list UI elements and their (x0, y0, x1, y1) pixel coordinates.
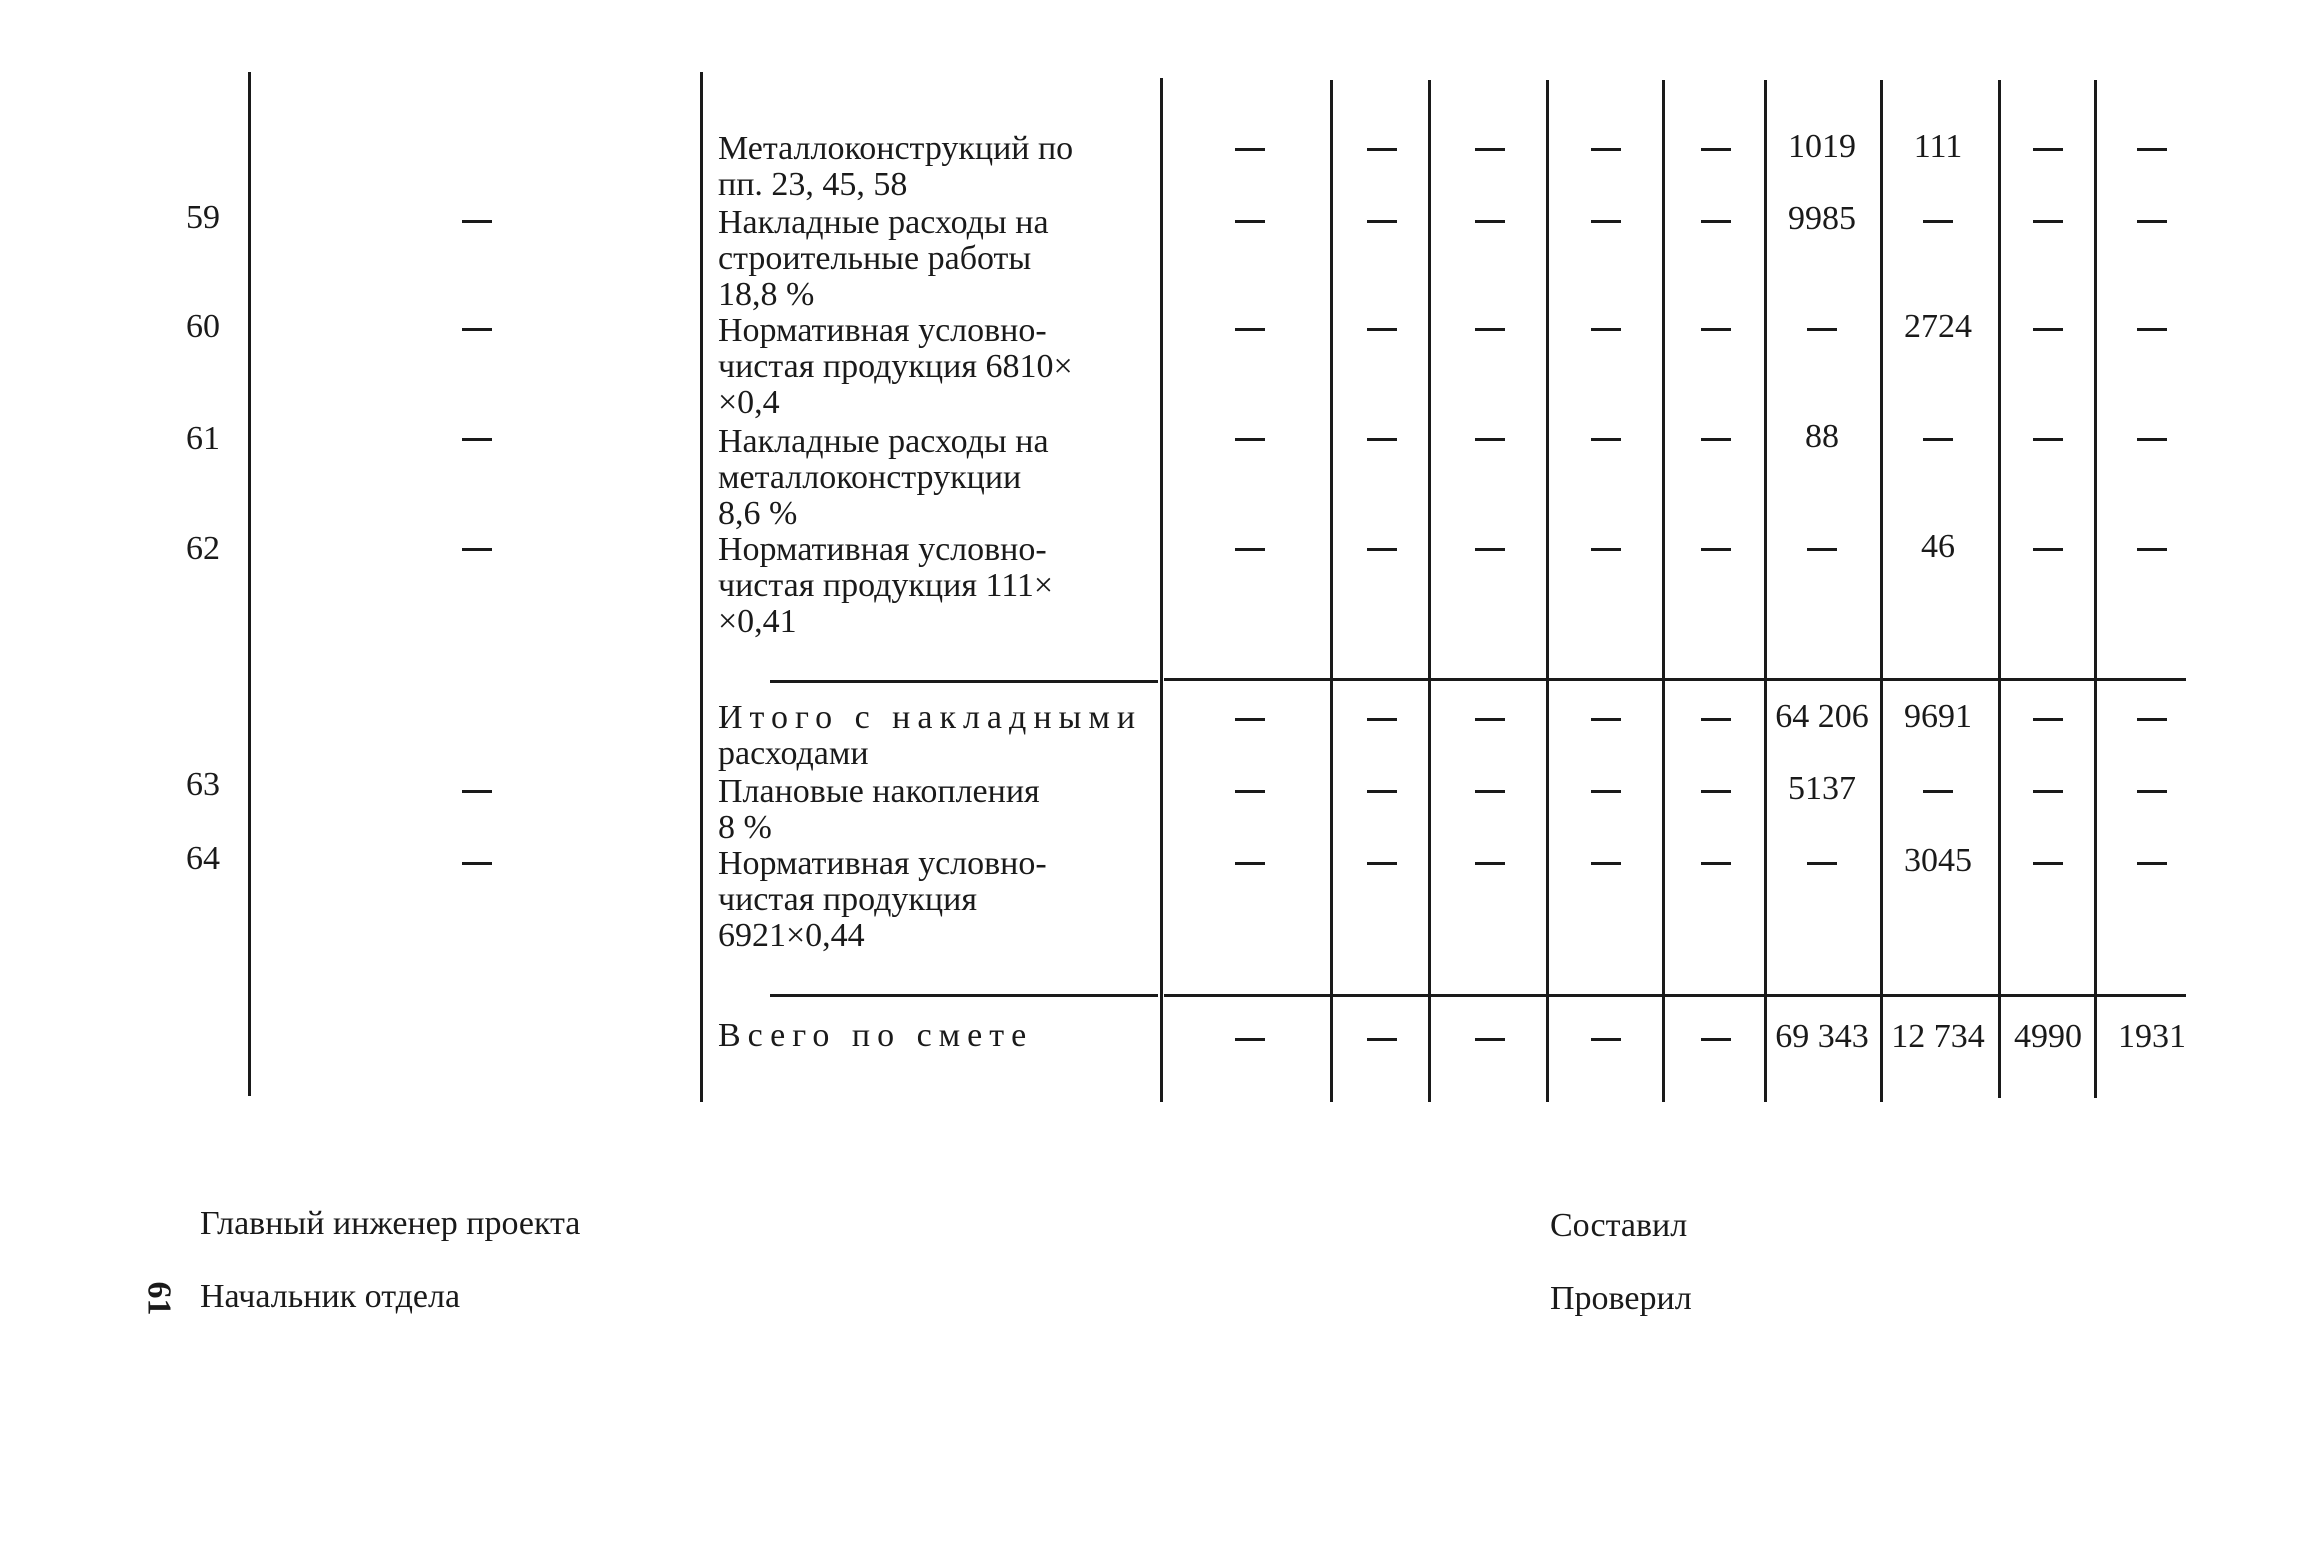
desc-line: 18,8 % (718, 276, 815, 313)
total-rule-values (1164, 994, 2186, 997)
empty-cell-dash (1475, 438, 1505, 441)
empty-cell-dash (1923, 438, 1953, 441)
empty-cell-dash (1367, 718, 1397, 721)
empty-cell-dash (1701, 148, 1731, 151)
empty-cell-dash (2033, 328, 2063, 331)
empty-cell-dash (1701, 862, 1731, 865)
empty-cell-dash (2033, 548, 2063, 551)
empty-cell-dash (1701, 220, 1731, 223)
empty-cell-dash (1235, 1038, 1265, 1041)
empty-cell-dash (2033, 862, 2063, 865)
column-rule-7 (1662, 80, 1665, 1102)
empty-cell-dash (1475, 220, 1505, 223)
column-rule-6 (1546, 80, 1549, 1102)
code-dash (462, 220, 492, 223)
column-rule-3 (1160, 78, 1163, 1102)
empty-cell-dash (1591, 220, 1621, 223)
row-number: 62 (186, 530, 220, 567)
empty-cell-dash (1591, 548, 1621, 551)
row-description (718, 424, 1148, 532)
row-number: 61 (186, 420, 220, 457)
empty-cell-dash (1367, 148, 1397, 151)
empty-cell-dash (1235, 862, 1265, 865)
empty-cell-dash (1235, 328, 1265, 331)
desc-line: 6921×0,44 (718, 917, 865, 954)
empty-cell-dash (2137, 220, 2167, 223)
desc-line: чистая продукция 6810× (718, 348, 1073, 385)
empty-cell-dash (1591, 862, 1621, 865)
row-number: 63 (186, 766, 220, 803)
empty-cell-dash (1701, 438, 1731, 441)
column-rule-4 (1330, 80, 1333, 1102)
row-description (718, 532, 1148, 640)
row-description (718, 313, 1148, 421)
empty-cell-dash (1807, 328, 1837, 331)
desc-line: металлоконструкции (718, 459, 1022, 496)
column-rule-10 (1998, 80, 2001, 1098)
value-cell: 9985 (1788, 200, 1856, 237)
value-cell: 1019 (1788, 128, 1856, 165)
empty-cell-dash (1235, 148, 1265, 151)
empty-cell-dash (1923, 790, 1953, 793)
value-cell: 46 (1921, 528, 1955, 565)
column-rule-2 (700, 72, 703, 1102)
value-cell: 1931 (2118, 1018, 2186, 1055)
row-number: 60 (186, 308, 220, 345)
empty-cell-dash (1807, 862, 1837, 865)
empty-cell-dash (1591, 790, 1621, 793)
empty-cell-dash (1475, 1038, 1505, 1041)
value-cell: 69 343 (1775, 1018, 1869, 1055)
empty-cell-dash (1701, 328, 1731, 331)
value-cell: 64 206 (1775, 698, 1869, 735)
empty-cell-dash (1591, 718, 1621, 721)
empty-cell-dash (1475, 862, 1505, 865)
empty-cell-dash (2033, 220, 2063, 223)
empty-cell-dash (2137, 790, 2167, 793)
empty-cell-dash (2137, 718, 2167, 721)
empty-cell-dash (1807, 548, 1837, 551)
row-description (718, 205, 1148, 313)
empty-cell-dash (2137, 148, 2167, 151)
desc-line: Нормативная условно- (718, 845, 1047, 882)
subtotal-rule-values (1164, 678, 2186, 681)
desc-line: 8 % (718, 809, 772, 846)
code-dash (462, 548, 492, 551)
empty-cell-dash (2137, 438, 2167, 441)
desc-line: строительные работы (718, 240, 1032, 277)
value-cell: 9691 (1904, 698, 1972, 735)
column-rule-1 (248, 72, 251, 1096)
row-description (718, 774, 1148, 846)
empty-cell-dash (1475, 148, 1505, 151)
desc-line: Накладные расходы на (718, 423, 1049, 460)
empty-cell-dash (2137, 548, 2167, 551)
row-description (718, 131, 1148, 203)
empty-cell-dash (1367, 438, 1397, 441)
row-number: 64 (186, 840, 220, 877)
empty-cell-dash (1701, 790, 1731, 793)
empty-cell-dash (1367, 548, 1397, 551)
value-cell: 5137 (1788, 770, 1856, 807)
empty-cell-dash (2033, 718, 2063, 721)
row-description (718, 1018, 1148, 1054)
desc-line: Нормативная условно- (718, 312, 1047, 349)
empty-cell-dash (1367, 862, 1397, 865)
empty-cell-dash (2137, 862, 2167, 865)
empty-cell-dash (1923, 220, 1953, 223)
desc-line: Нормативная условно- (718, 531, 1047, 568)
empty-cell-dash (1235, 438, 1265, 441)
code-dash (462, 328, 492, 331)
value-cell: 3045 (1904, 842, 1972, 879)
empty-cell-dash (1475, 790, 1505, 793)
value-cell: 2724 (1904, 308, 1972, 345)
empty-cell-dash (1591, 328, 1621, 331)
row-description (718, 846, 1148, 954)
empty-cell-dash (2033, 790, 2063, 793)
total-rule-desc (770, 994, 1158, 997)
code-dash (462, 862, 492, 865)
row-description (718, 700, 1148, 772)
empty-cell-dash (2033, 438, 2063, 441)
desc-line: 8,6 % (718, 495, 798, 532)
row-number: 59 (186, 199, 220, 236)
subtotal-rule-desc (770, 680, 1158, 683)
empty-cell-dash (1475, 718, 1505, 721)
empty-cell-dash (1475, 328, 1505, 331)
desc-line: пп. 23, 45, 58 (718, 166, 908, 203)
department-head-label: Начальник отдела (200, 1278, 461, 1315)
desc-line: ×0,4 (718, 384, 780, 421)
desc-line: чистая продукция 111× (718, 567, 1054, 604)
empty-cell-dash (1591, 1038, 1621, 1041)
empty-cell-dash (1235, 790, 1265, 793)
empty-cell-dash (1701, 1038, 1731, 1041)
empty-cell-dash (2033, 148, 2063, 151)
desc-line: ×0,41 (718, 603, 797, 640)
empty-cell-dash (2137, 328, 2167, 331)
empty-cell-dash (1591, 148, 1621, 151)
chief-engineer-label: Главный инженер проекта (200, 1205, 581, 1242)
desc-line: Металлоконструкций по (718, 130, 1074, 167)
column-rule-5 (1428, 80, 1431, 1102)
value-cell: 111 (1913, 128, 1963, 165)
code-dash (462, 438, 492, 441)
subtotal-label: Итого с накладными (718, 699, 1143, 736)
desc-line: расходами (718, 735, 869, 772)
value-cell: 12 734 (1891, 1018, 1985, 1055)
checked-by-label: Проверил (1550, 1280, 1692, 1317)
code-dash (462, 790, 492, 793)
desc-line (718, 700, 1148, 736)
empty-cell-dash (1235, 220, 1265, 223)
empty-cell-dash (1367, 220, 1397, 223)
empty-cell-dash (1475, 548, 1505, 551)
column-rule-11 (2094, 80, 2097, 1098)
empty-cell-dash (1235, 718, 1265, 721)
empty-cell-dash (1591, 438, 1621, 441)
total-label: Всего по смете (718, 1017, 1034, 1054)
empty-cell-dash (1235, 548, 1265, 551)
empty-cell-dash (1367, 1038, 1397, 1041)
empty-cell-dash (1701, 718, 1731, 721)
empty-cell-dash (1367, 328, 1397, 331)
compiled-by-label: Составил (1550, 1207, 1688, 1244)
desc-line: чистая продукция (718, 881, 977, 918)
desc-line: Плановые накопления (718, 773, 1040, 810)
empty-cell-dash (1367, 790, 1397, 793)
value-cell: 88 (1805, 418, 1839, 455)
page-number: 61 (140, 1281, 178, 1316)
desc-line: Накладные расходы на (718, 204, 1049, 241)
empty-cell-dash (1701, 548, 1731, 551)
value-cell: 4990 (2014, 1018, 2082, 1055)
